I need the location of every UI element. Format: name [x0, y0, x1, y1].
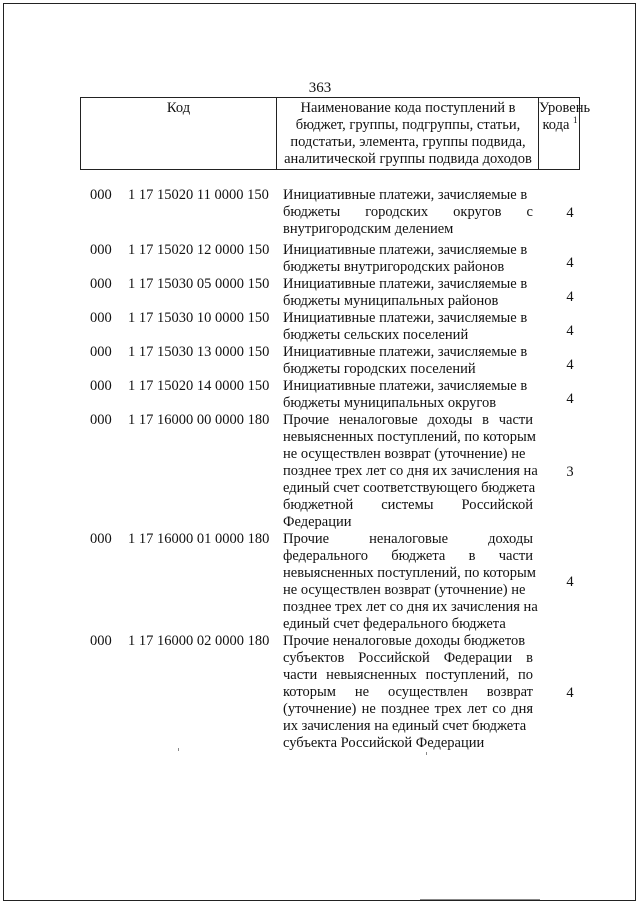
table-row [0, 187, 640, 238]
header-name-line: Наименование кода поступлений в [300, 100, 516, 116]
row-name-line: Инициативные платежи, зачисляемые в [283, 310, 528, 326]
row-name-line: Инициативные платежи, зачисляемые в [283, 378, 528, 394]
header-level-footnote: 1 [573, 115, 578, 126]
row-code: 1 17 15030 10 0000 150 [128, 310, 270, 326]
row-name-line: субъекта Российской Федерации [283, 735, 485, 751]
row-code-prefix: 000 [90, 378, 112, 394]
row-code: 1 17 15030 05 0000 150 [128, 276, 270, 292]
row-name-line: Инициативные платежи, зачисляемые в [283, 344, 528, 360]
row-level: 4 [566, 574, 574, 590]
row-name-line: не осуществлен возврат (уточнение) не [283, 446, 526, 462]
row-name-line: внутригородским делением [283, 221, 454, 237]
table-row [0, 344, 640, 378]
row-name-line: Инициативные платежи, зачисляемые в [283, 242, 528, 258]
row-name-line: федерального бюджета в части [283, 548, 533, 564]
table-body [0, 187, 640, 752]
row-name-line: субъектов Российской Федерации в [283, 650, 533, 666]
row-name-line: бюджетной системы Российской [283, 497, 533, 513]
table-row [0, 412, 640, 531]
row-name [283, 344, 533, 378]
row-name [283, 310, 533, 344]
row-name-line: бюджеты городских поселений [283, 361, 476, 377]
row-name-line: единый счет соответствующего бюджета [283, 480, 536, 496]
row-name [283, 378, 533, 412]
row-name-line: бюджеты внутригородских районов [283, 259, 505, 275]
row-level: 4 [566, 357, 574, 373]
row-level: 4 [566, 323, 574, 339]
row-name-line: бюджеты сельских поселений [283, 327, 469, 343]
row-code: 1 17 16000 01 0000 180 [128, 531, 270, 547]
header-name-line: аналитической группы подвида доходов [284, 151, 532, 167]
row-name [283, 276, 533, 310]
row-name-line: Федерации [283, 514, 352, 530]
row-code: 1 17 15020 11 0000 150 [128, 187, 269, 203]
row-name-line: позднее трех лет со дня их зачисления на [283, 599, 538, 615]
row-name-line: Прочие неналоговые доходы в части [283, 412, 533, 428]
row-level: 4 [566, 391, 574, 407]
row-name-line: Инициативные платежи, зачисляемые в [283, 187, 528, 203]
row-level: 4 [566, 255, 574, 271]
scan-artifact [420, 899, 540, 900]
row-code: 1 17 15030 13 0000 150 [128, 344, 270, 360]
table-row [0, 633, 640, 752]
row-name-line: Прочие неналоговые доходы [283, 531, 533, 547]
row-code-prefix: 000 [90, 187, 112, 203]
row-name [283, 412, 538, 531]
table-header [80, 97, 591, 170]
scan-artifact [178, 748, 179, 751]
table-row [0, 310, 640, 344]
row-code-prefix: 000 [90, 276, 112, 292]
row-name-line: невыясненных поступлений, по которым [283, 565, 536, 581]
row-code: 1 17 15020 12 0000 150 [128, 242, 270, 258]
row-code: 1 17 15020 14 0000 150 [128, 378, 270, 394]
row-level: 4 [566, 684, 574, 701]
row-name-line: бюджеты муниципальных округов [283, 395, 497, 411]
row-name [283, 187, 533, 238]
row-name-line: их зачисления на единый счет бюджета [283, 718, 527, 734]
row-name-line: (уточнение) не позднее трех лет со дня [283, 701, 533, 717]
row-code-prefix: 000 [90, 412, 112, 428]
row-name-line: невыясненных поступлений, по которым [283, 429, 536, 445]
table-row [0, 531, 640, 633]
row-name-line: бюджеты городских округов с [283, 204, 533, 220]
header-level [539, 100, 591, 134]
row-code-prefix: 000 [90, 344, 112, 360]
row-name-line: Инициативные платежи, зачисляемые в [283, 276, 528, 292]
row-level: 3 [566, 463, 574, 480]
table-row [0, 276, 640, 310]
row-code-prefix: 000 [90, 531, 112, 547]
row-name [283, 531, 538, 633]
row-code-prefix: 000 [90, 242, 112, 258]
header-name [277, 100, 539, 168]
row-level: 4 [566, 204, 574, 221]
row-code-prefix: 000 [90, 310, 112, 326]
header-name-line: бюджет, группы, подгруппы, статьи, [295, 117, 521, 133]
row-code-prefix: 000 [90, 633, 112, 649]
row-code: 1 17 16000 00 0000 180 [128, 412, 270, 428]
header-level-line2 [539, 117, 581, 134]
row-name [283, 633, 533, 752]
table-row [0, 242, 640, 276]
row-name-line: Прочие неналоговые доходы бюджетов [283, 633, 526, 649]
row-name-line: бюджеты муниципальных районов [283, 293, 499, 309]
row-level: 4 [566, 289, 574, 305]
row-name [283, 242, 533, 276]
row-name-line: которым не осуществлен возврат [283, 684, 533, 700]
row-name-line: части невыясненных поступлений, по [283, 667, 533, 683]
page-number: 363 [308, 80, 332, 96]
header-code: Код [166, 100, 191, 116]
row-name-line: не осуществлен возврат (уточнение) не [283, 582, 526, 598]
row-name-line: позднее трех лет со дня их зачисления на [283, 463, 538, 479]
scan-artifact [426, 752, 427, 755]
table-row [0, 378, 640, 412]
header-level-text: кода [542, 117, 570, 133]
header-name-line: подстатьи, элемента, группы подвида, [290, 134, 526, 150]
header-level-line1: Уровень [539, 100, 591, 116]
row-code: 1 17 16000 02 0000 180 [128, 633, 270, 649]
row-name-line: единый счет федерального бюджета [283, 616, 506, 632]
